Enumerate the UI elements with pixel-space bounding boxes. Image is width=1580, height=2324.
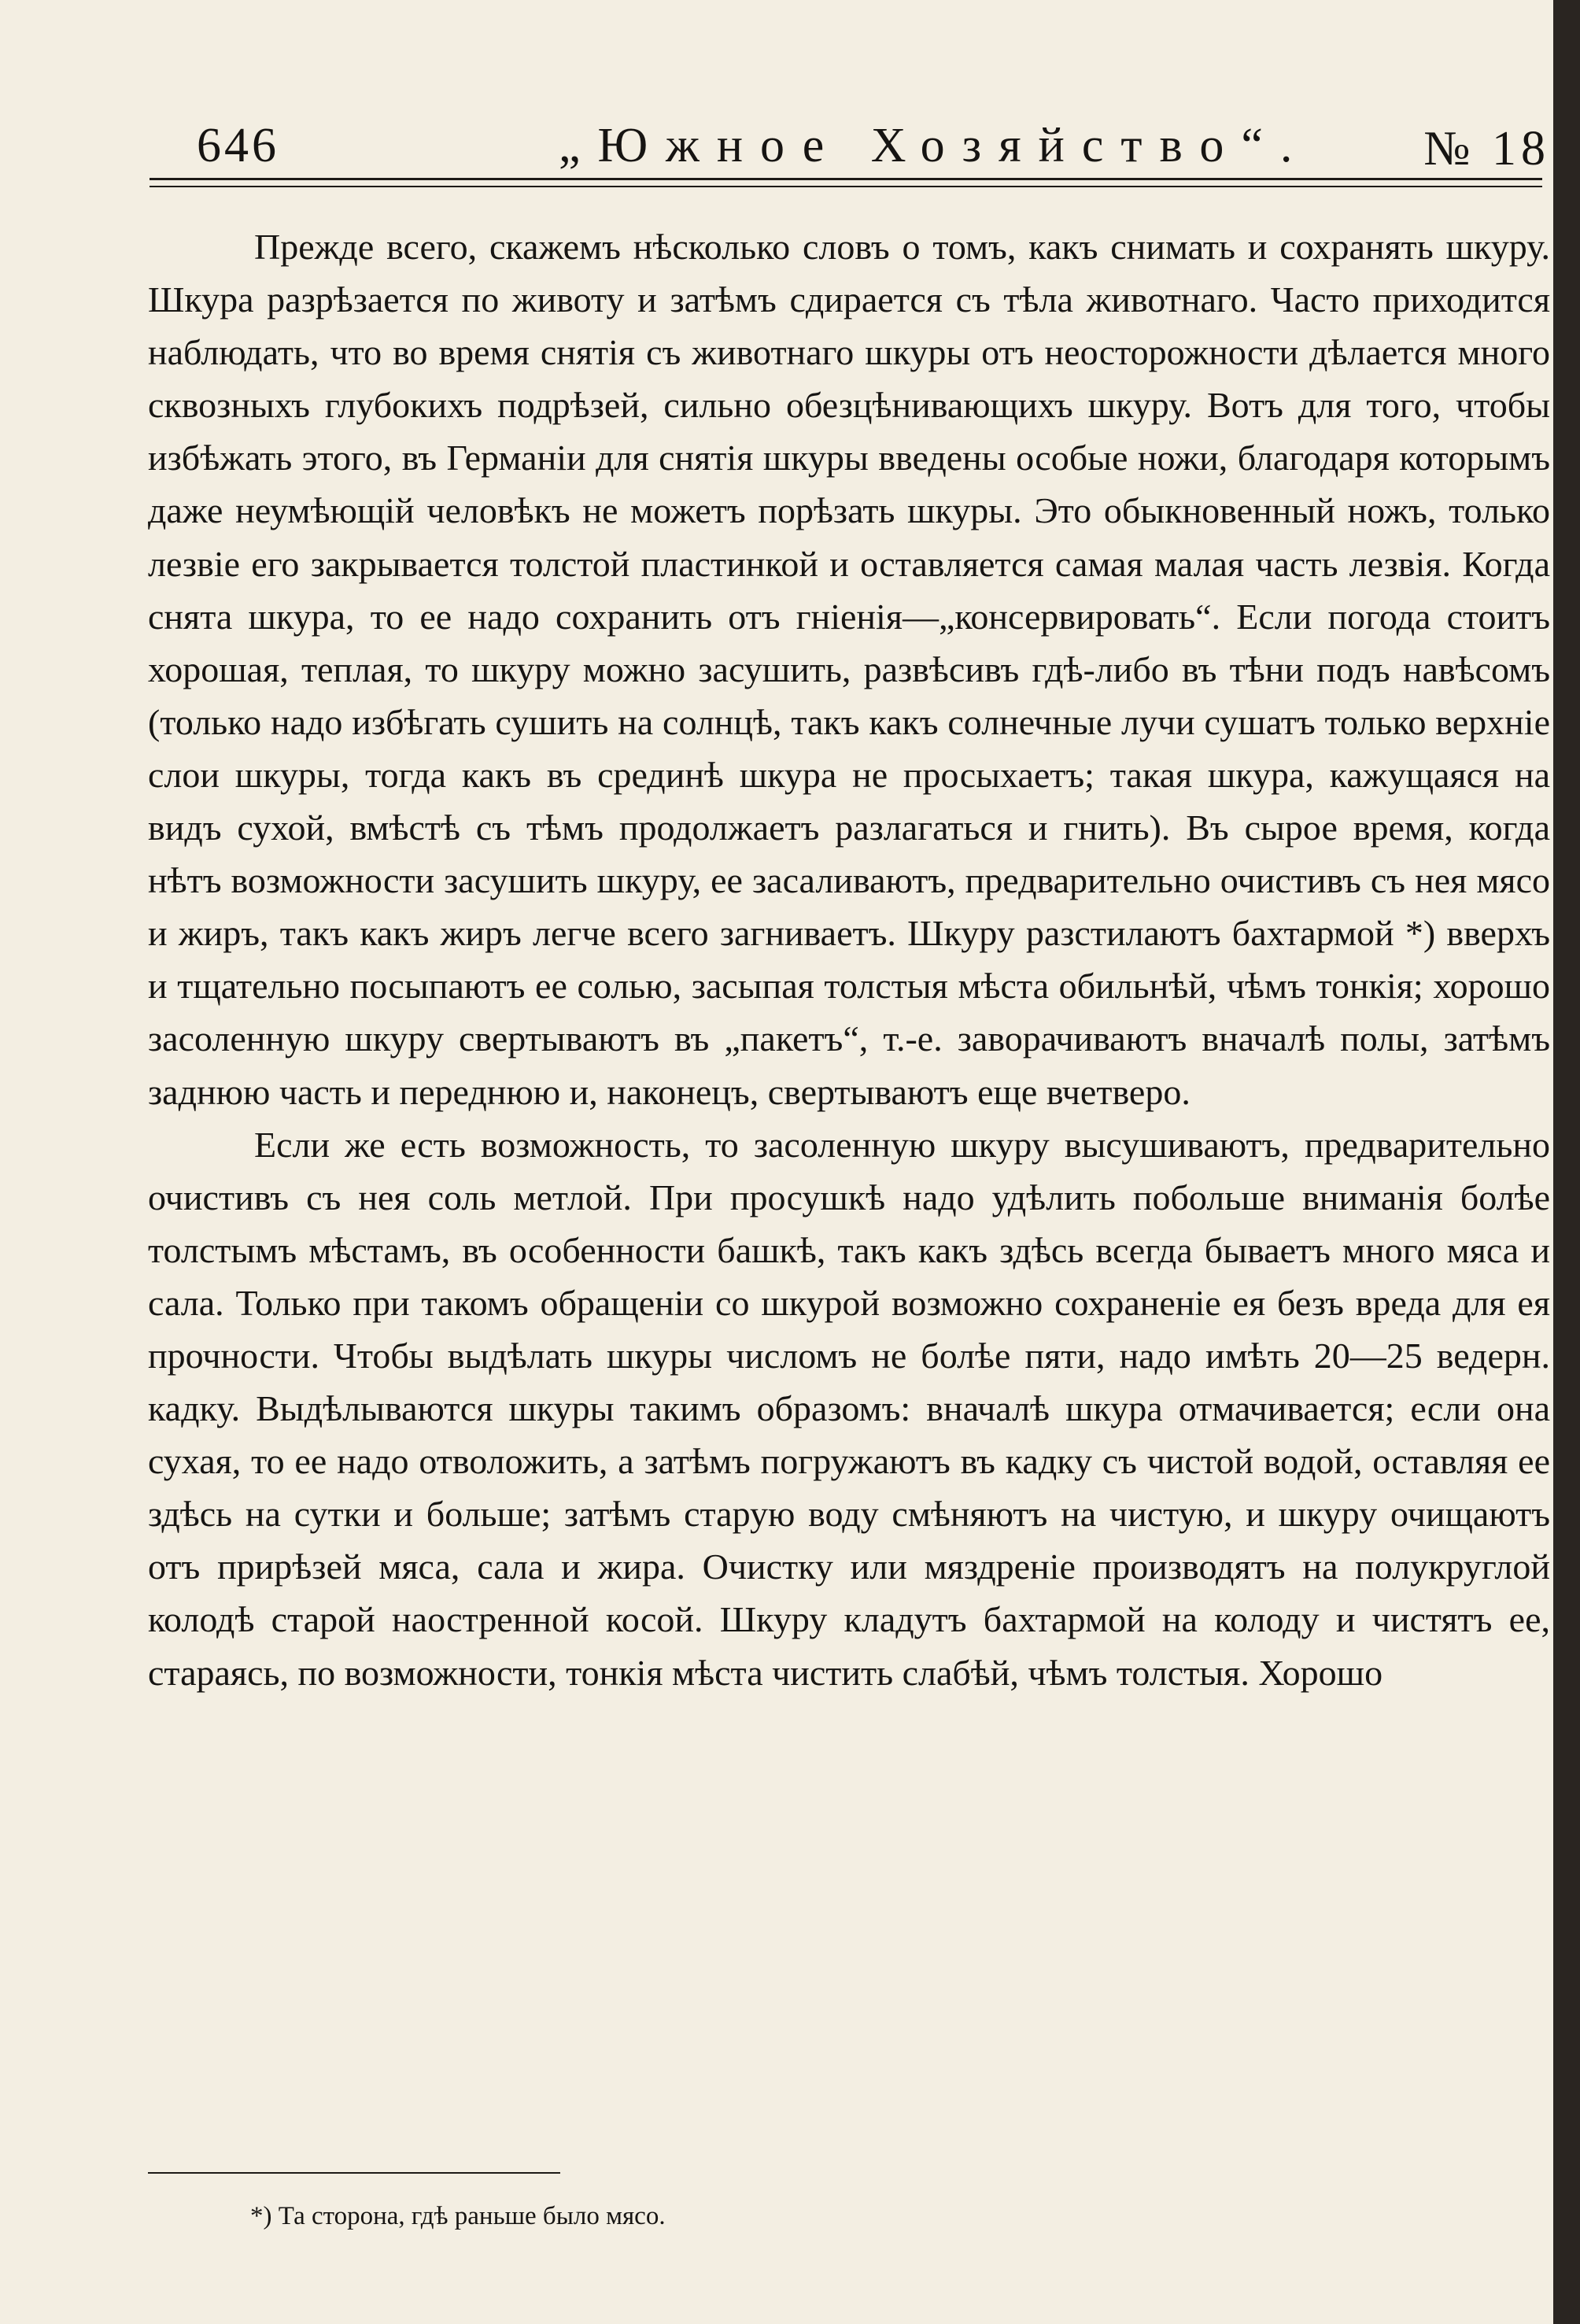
header-rule-secondary: [150, 186, 1542, 187]
page-header: [150, 118, 1558, 181]
paragraph: Если же есть возможность, то засоленную шкуру высушиваютъ, предварительно очистивъ съ нея соль метлой. При просушкѣ надо удѣлить побольше вниманія болѣе толстымъ мѣстамъ, въ особенности башкѣ, такъ какъ здѣсь всегда бываетъ много мяса и сала. Только при такомъ обращеніи со шкурой возможно сохраненіе ея безъ вреда для ея прочности. Чтобы выдѣлать шкуры числомъ не болѣе пяти, надо имѣть 20—25 ведерн. кадку. Выдѣлываются шкуры такимъ образомъ: вначалѣ шкура отмачивается; если она сухая, то ее надо отволожить, а затѣмъ погружаютъ въ кадку съ чистой водой, оставляя ее здѣсь на сутки и больше; затѣмъ старую воду смѣняютъ на чистую, и шкуру очищаютъ отъ прирѣзей мяса, сала и жира. Очистку или мяздреніе производятъ на полукруглой колодѣ старой наостренной косой. Шкуру кладутъ бахтармой на колоду и чистятъ ее, стараясь, по возможности, тонкія мѣста чистить слабѣй, чѣмъ толстыя. Хорошо: [148, 1124, 1550, 1693]
article-body: [148, 220, 1550, 2133]
footnote: *) Та сторона, гдѣ раньше было мясо.: [250, 2202, 666, 2230]
paragraph: Прежде всего, скажемъ нѣсколько словъ о томъ, какъ снимать и сохранять шкуру. Шкура разрѣзается по животу и затѣмъ сдирается съ тѣла животнаго. Часто приходится наблюдать, что во время снятія съ животнаго шкуры отъ неосторожности дѣлается много сквозныхъ глубокихъ подрѣзей, сильно обезцѣнивающихъ шкуру. Вотъ для того, чтобы избѣжать этого, въ Германіи для снятія шкуры введены особые ножи, благодаря которымъ даже неумѣющій человѣкъ не можетъ порѣзать шкуры. Это обыкновенный ножъ, только лезвіе его закрывается толстой пластинкой и оставляется самая малая часть лезвія. Когда снята шкура, то ее надо сохранить отъ гніенія—„консервировать“. Если погода стоитъ хорошая, теплая, то шкуру можно засушить, развѣсивъ гдѣ-либо въ тѣни подъ навѣсомъ (только надо избѣгать сушить на солнцѣ, такъ какъ солнечные лучи сушатъ только верхніе слои шкуры, тогда какъ въ срединѣ шкура не просыхаетъ; такая шкура, кажущаяся на видъ сухой, вмѣстѣ съ тѣмъ продолжаетъ разлагаться и гнить). Въ сырое время, когда нѣтъ возможности засушить шкуру, ее засаливаютъ, предварительно очистивъ съ нея мясо и жиръ, такъ какъ жиръ легче всего загниваетъ. Шкуру разстилаютъ бахтармой *) вверхъ и тщательно посыпаютъ ее солью, засыпая толстыя мѣста обильнѣй, чѣмъ тонкія; хорошо засоленную шкуру свертываютъ въ „пакетъ“, т.-е. заворачиваютъ вначалѣ полы, затѣмъ заднюю часть и переднюю и, наконецъ, свертываютъ еще вчетверо.: [148, 227, 1550, 1112]
header-rule: [150, 178, 1542, 180]
book-spine-shadow: [1553, 0, 1580, 2324]
page-number: 646: [197, 119, 279, 172]
footnote-rule: [148, 2172, 560, 2174]
journal-title: „Южное Хозяйство“.: [559, 119, 1310, 172]
issue-number: № 18: [1423, 122, 1550, 176]
